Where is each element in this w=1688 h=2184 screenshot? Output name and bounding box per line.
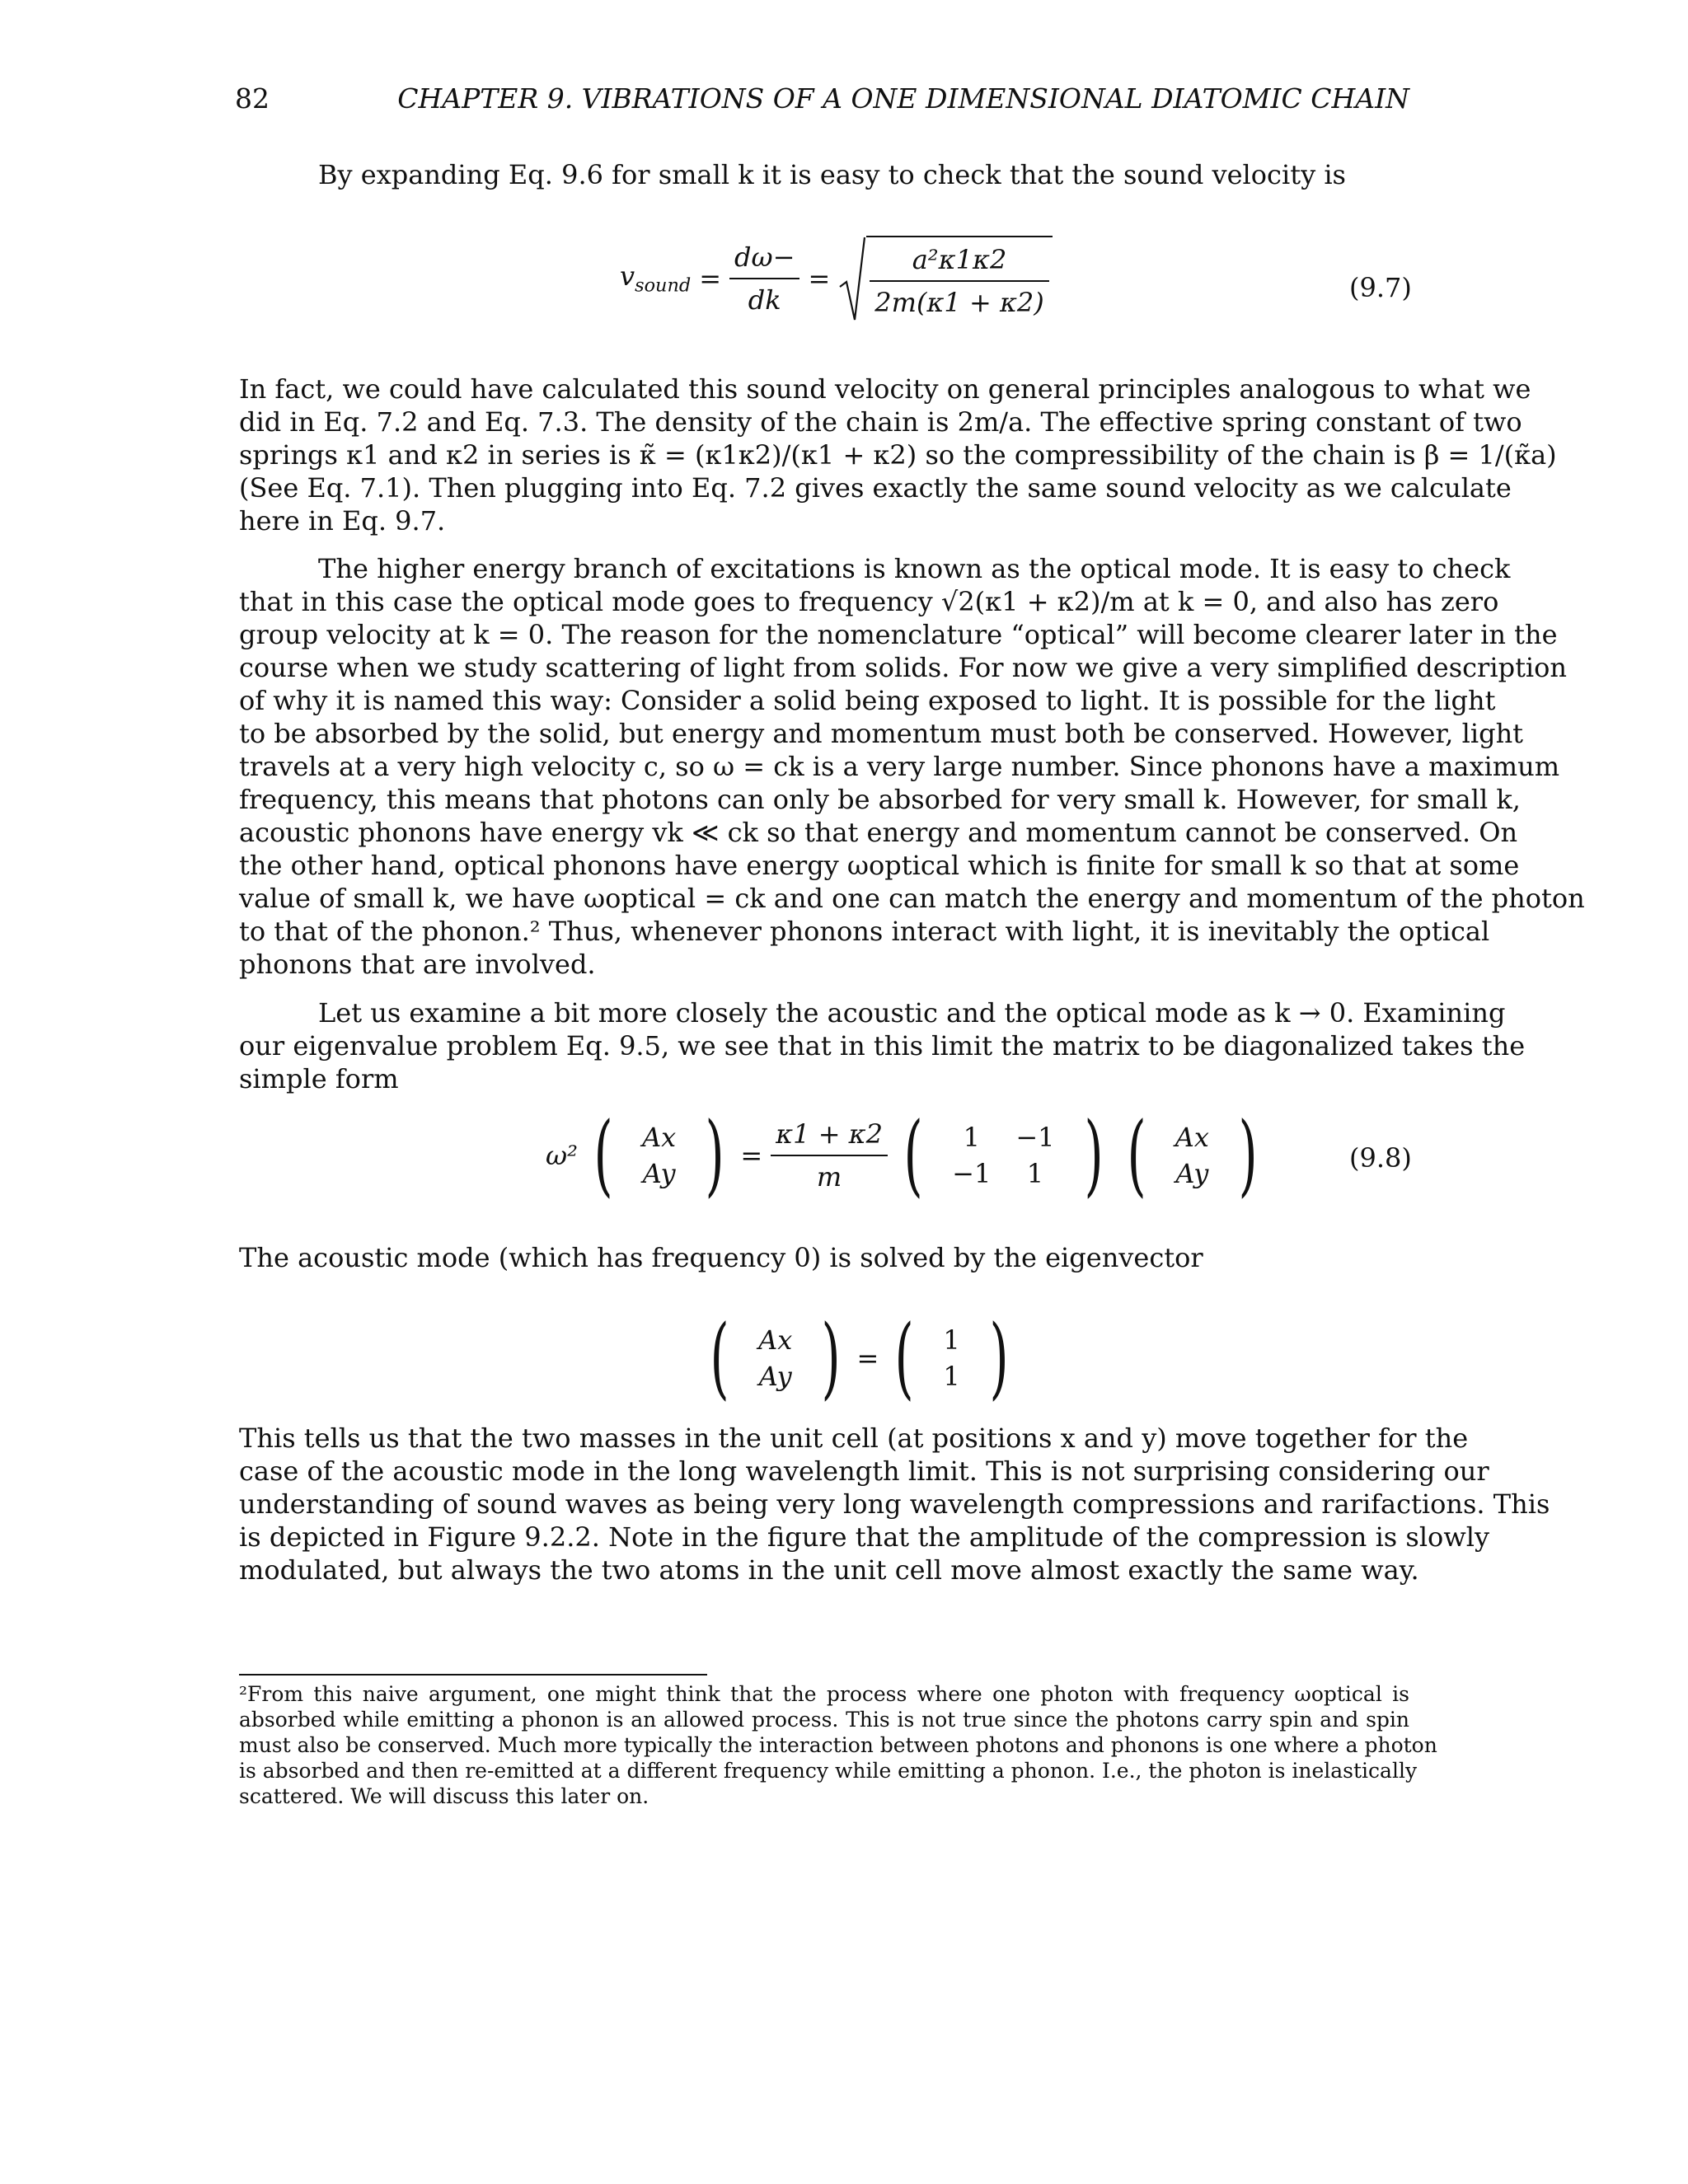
paragraph-sound-velocity — [239, 373, 1557, 537]
footnote-line: must also be conserved. Much more typically the interaction between photons and phonons is one where a photon — [239, 1733, 1437, 1757]
vector-a: Ax Ay — [642, 1122, 677, 1189]
text-line: (See Eq. 7.1). Then plugging into Eq. 7.2 gives exactly the same sound velocity as we calculate — [239, 472, 1512, 504]
eq-lhs: ω² — [546, 1140, 578, 1171]
text-line: springs κ1 and κ2 in series is κ̃ = (κ1κ2)/(κ1 + κ2) so the compressibility of the chain is β = 1/(κ̃a) — [239, 439, 1557, 471]
footnote-line: ²From this naive argument, one might think that the process where one photon with frequency ωoptical is — [239, 1682, 1409, 1706]
running-title: CHAPTER 9. VIBRATIONS OF A ONE DIMENSIONAL DIATOMIC CHAIN — [397, 82, 1409, 115]
footnote-line: is absorbed and then re-emitted at a different frequency while emitting a phonon. I.e., the photon is inelastically — [239, 1759, 1418, 1783]
derivative-fraction: $\frac{d\omega-}{dk}$ — [729, 241, 799, 316]
text-line: modulated, but always the two atoms in the unit cell move almost exactly the same way. — [239, 1554, 1419, 1586]
text-line: understanding of sound waves as being very long wavelength compressions and rarifactions. This — [239, 1488, 1550, 1520]
paragraph-intro — [239, 158, 1409, 191]
text-line: acoustic phonons have energy vk ≪ ck so that energy and momentum cannot be conserved. On — [239, 817, 1518, 848]
text-line: is depicted in Figure 9.2.2. Note in the figure that the amplitude of the compression is slowly — [239, 1521, 1490, 1553]
matrix: 1 −1 −1 1 — [952, 1122, 1055, 1189]
text-line: to be absorbed by the solid, but energy and momentum must both be conserved. However, light — [239, 718, 1524, 749]
text-line: group velocity at k = 0. The reason for the nomenclature “optical” will become clearer later in the — [239, 619, 1558, 650]
eq-lhs: $v_{sound}$ — [620, 260, 692, 297]
text-line: to that of the phonon.² Thus, whenever phonons interact with light, it is inevitably the optical — [239, 916, 1490, 947]
text-line: The higher energy branch of excitations is known as the optical mode. It is easy to check — [318, 553, 1511, 584]
text-line: course when we study scattering of light from solids. For now we give a very simplified description — [239, 652, 1568, 683]
coefficient-fraction: $\frac{\kappa 1 + \kappa 2}{m}$ — [771, 1118, 888, 1193]
vector-rhs: 1 1 — [943, 1324, 960, 1392]
paragraph-optical-mode — [239, 552, 1585, 981]
equation-number: (9.8) — [1349, 1142, 1412, 1174]
text-line: did in Eq. 7.2 and Eq. 7.3. The density of the chain is 2m/a. The effective spring constant of two — [239, 406, 1522, 438]
footnote-line: absorbed while emitting a phonon is an allowed process. This is not true since the photons carry spin and spin — [239, 1708, 1409, 1732]
footnote — [239, 1681, 1437, 1809]
vector-lhs: Ax Ay — [758, 1324, 793, 1392]
text-line: By expanding Eq. 9.6 for small k it is easy to check that the sound velocity is — [318, 159, 1346, 190]
text-line: here in Eq. 9.7. — [239, 505, 446, 537]
text-line: case of the acoustic mode in the long wavelength limit. This is not surprising considering our — [239, 1455, 1489, 1487]
text-line: simple form — [239, 1063, 399, 1094]
text-line: The acoustic mode (which has frequency 0) is solved by the eigenvector — [239, 1242, 1203, 1273]
paragraph-k-limit — [239, 996, 1526, 1095]
equation-eigenvector: ( Ax Ay ) = ( 1 1 ) — [710, 1306, 1009, 1409]
equation-number: (9.7) — [1349, 272, 1412, 303]
footnote-line: scattered. We will discuss this later on. — [239, 1784, 649, 1808]
square-root — [838, 236, 1053, 321]
page-number: 82 — [235, 82, 270, 115]
paragraph-long-wavelength — [239, 1422, 1550, 1586]
text-line: frequency, this means that photons can only be absorbed for very small k. However, for small k, — [239, 784, 1521, 815]
radical-sign-icon — [838, 236, 866, 321]
text-line: value of small k, we have ωoptical = ck and one can match the energy and momentum of the photon — [239, 883, 1585, 914]
sqrt-fraction: $\frac{\text{a²κ1κ2}}{2m(\kappa 1 + \kappa 2)}$ — [870, 244, 1049, 318]
text-line: of why it is named this way: Consider a solid being exposed to light. It is possible for the light — [239, 685, 1496, 716]
vector-b: Ax Ay — [1175, 1122, 1209, 1189]
text-line: travels at a very high velocity c, so ω = ck is a very large number. Since phonons have a maximum — [239, 751, 1560, 782]
text-line: that in this case the optical mode goes to frequency √2(κ1 + κ2)/m at k = 0, and also has zero — [239, 586, 1499, 617]
text-line: In fact, we could have calculated this sound velocity on general principles analogous to what we — [239, 373, 1531, 405]
page-header — [235, 82, 1409, 120]
text-line: phonons that are involved. — [239, 949, 596, 980]
footnote-rule — [239, 1674, 707, 1675]
text-line: This tells us that the two masses in the unit cell (at positions x and y) move together for the — [239, 1422, 1469, 1454]
text-line: Let us examine a bit more closely the acoustic and the optical mode as k → 0. Examining — [318, 997, 1506, 1029]
text-line: the other hand, optical phonons have energy ωoptical which is finite for small k so that at some — [239, 850, 1520, 881]
equation-9-8: ω² ( Ax Ay ) = $\frac{\kappa 1 + \kappa 2}{m}$ ( 1 −1 −1 1 ) ( Ax Ay ) — [546, 1104, 1258, 1207]
text-line: our eigenvalue problem Eq. 9.5, we see that in this limit the matrix to be diagonalized takes the — [239, 1030, 1526, 1062]
equation-9-7: $v_{sound}$ = $\frac{d\omega-}{dk}$ = $\frac{\text{a²κ1κ2}}{2m(\kappa 1 + \kappa 2)}$ — [620, 236, 1053, 321]
paragraph-acoustic-mode — [239, 1241, 1409, 1274]
